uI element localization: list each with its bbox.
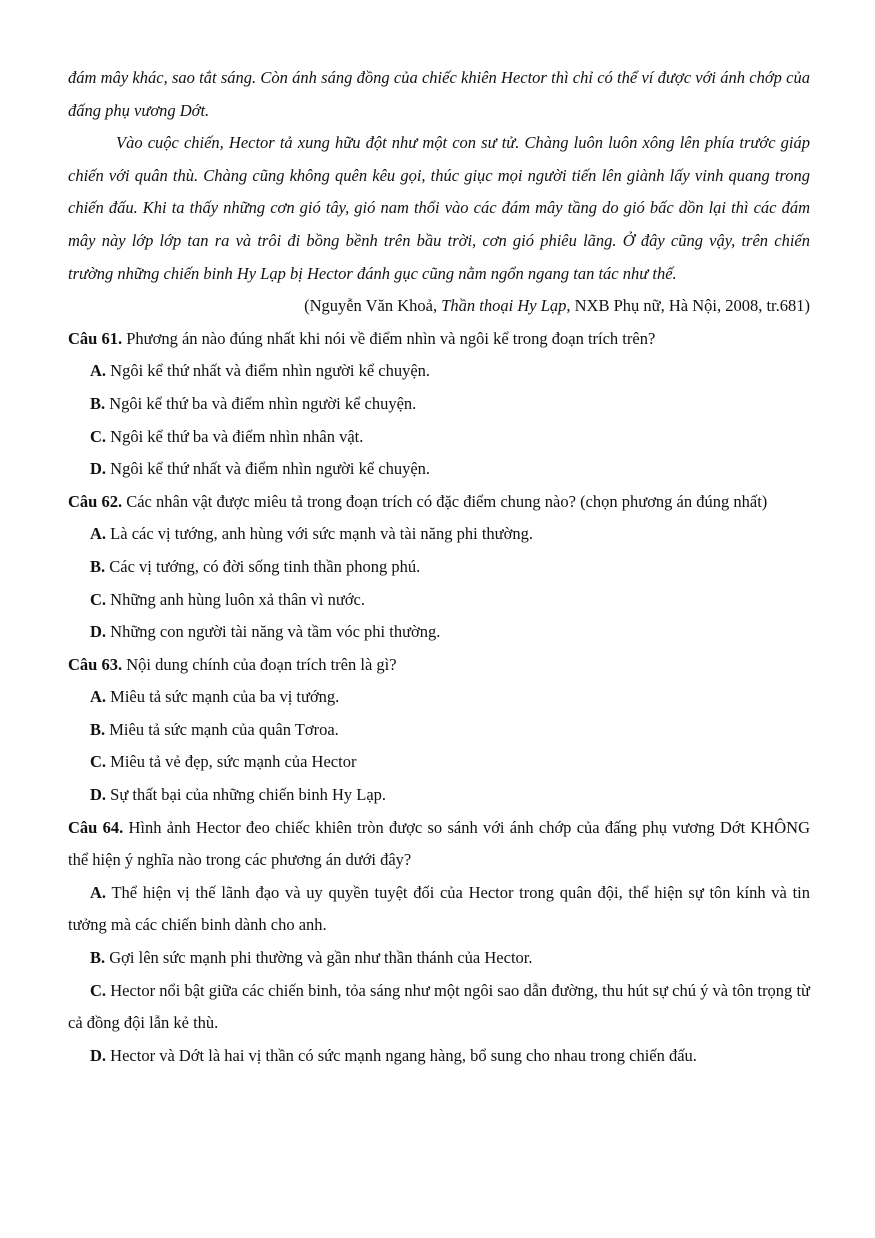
option-62-c [68, 584, 810, 617]
option-letter: C. [90, 589, 107, 609]
option-63-a [68, 681, 810, 714]
option-letter: B. [90, 556, 106, 576]
question-63 [68, 649, 810, 682]
citation-author: (Nguyễn Văn Khoả, [304, 296, 442, 316]
option-text: Ngôi kể thứ nhất và điểm nhìn người kể chuyện. [106, 361, 431, 381]
question-64 [68, 812, 810, 877]
option-text: Những con người tài năng và tầm vóc phi thường. [106, 622, 441, 642]
option-letter: C. [90, 752, 107, 772]
option-letter: C. [90, 980, 107, 1000]
option-text: Ngôi kể thứ ba và điểm nhìn người kể chuyện. [105, 393, 417, 413]
citation-publisher: , NXB Phụ nữ, Hà Nội, 2008, tr.681) [566, 296, 810, 316]
question-text: Phương án nào đúng nhất khi nói về điểm nhìn và ngôi kể trong đoạn trích trên? [122, 328, 656, 348]
option-text: Ngôi kể thứ ba và điểm nhìn nhân vật. [106, 426, 364, 446]
option-64-a [68, 877, 810, 942]
option-63-c [68, 746, 810, 779]
passage-paragraph-2: Vào cuộc chiến, Hector tả xung hữu đột như một con sư tử. Chàng luôn luôn xông lên phía trước giáp chiến với quân thù. Chàng cũng không quên kêu gọi, thúc giục mọi người tiến lên giành lấy vinh quang trong chiến đấu. Khi ta thấy những cơn gió tây, gió nam thổi vào các đám mây tầng do gió bấc dồn lại thì các đám mây này lớp lớp tan ra và trôi đi bồng bềnh trên bầu trời, cơn gió phiêu lãng. Ở đây cũng vậy, trên chiến trường những chiến binh Hy Lạp bị Hector đánh gục cũng nằm ngổn ngang tan tác như thế. [68, 133, 810, 283]
option-62-a [68, 518, 810, 551]
question-label: Câu 61. [68, 328, 123, 348]
option-63-d [68, 779, 810, 812]
option-letter: C. [90, 426, 107, 446]
question-text: Nội dung chính của đoạn trích trên là gì? [122, 654, 397, 674]
question-label: Câu 64. [68, 817, 124, 837]
option-text: Hector nổi bật giữa các chiến binh, tỏa sáng như một ngôi sao dẫn đường, thu hút sự chú ý và tôn trọng từ cả đồng đội lẫn kẻ thù. [68, 980, 810, 1033]
option-text: Miêu tả sức mạnh của ba vị tướng. [106, 687, 340, 707]
option-64-b [68, 942, 810, 975]
question-62 [68, 486, 810, 519]
question-label: Câu 63. [68, 654, 123, 674]
option-63-b [68, 714, 810, 747]
option-letter: D. [90, 622, 107, 642]
option-letter: A. [90, 524, 107, 544]
option-62-d [68, 616, 810, 649]
option-text: Những anh hùng luôn xả thân vì nước. [106, 589, 365, 609]
question-text: Hình ảnh Hector đeo chiếc khiên tròn được so sánh với ánh chớp của đấng phụ vương Dớt KHÔNG thể hiện ý nghĩa nào trong các phương án dưới đây? [68, 817, 810, 870]
question-61 [68, 323, 810, 356]
option-letter: A. [90, 361, 107, 381]
citation-title: Thần thoại Hy Lạp [441, 296, 567, 316]
option-letter: A. [90, 882, 107, 902]
option-61-c [68, 421, 810, 454]
option-text: Miêu tả sức mạnh của quân Tơroa. [105, 719, 339, 739]
option-64-d [68, 1040, 810, 1073]
option-letter: D. [90, 785, 107, 805]
passage-paragraph-1: đám mây khác, sao tắt sáng. Còn ánh sáng đồng của chiếc khiên Hector thì chỉ có thể ví được với ánh chớp của đấng phụ vương Dớt. [68, 68, 810, 120]
option-64-c [68, 975, 810, 1040]
option-61-d [68, 453, 810, 486]
option-letter: D. [90, 459, 107, 479]
option-letter: A. [90, 687, 107, 707]
option-text: Là các vị tướng, anh hùng với sức mạnh và tài năng phi thường. [106, 524, 533, 544]
question-label: Câu 62. [68, 491, 123, 511]
option-letter: B. [90, 393, 106, 413]
option-letter: B. [90, 719, 106, 739]
option-text: Hector và Dớt là hai vị thần có sức mạnh ngang hàng, bổ sung cho nhau trong chiến đấu. [106, 1045, 697, 1065]
option-62-b [68, 551, 810, 584]
option-text: Thể hiện vị thế lãnh đạo và uy quyền tuyệt đối của Hector trong quân đội, thể hiện sự tôn kính và tin tưởng mà các chiến binh dành cho anh. [68, 882, 810, 935]
option-text: Miêu tả vẻ đẹp, sức mạnh của Hector [106, 752, 357, 772]
option-letter: B. [90, 948, 106, 968]
option-text: Các vị tướng, có đời sống tinh thần phong phú. [105, 556, 421, 576]
option-text: Gợi lên sức mạnh phi thường và gần như thần thánh của Hector. [105, 948, 533, 968]
option-text: Sự thất bại của những chiến binh Hy Lạp. [106, 785, 387, 805]
question-text: Các nhân vật được miêu tả trong đoạn trích có đặc điểm chung nào? (chọn phương án đúng nhất) [122, 491, 768, 511]
option-61-a [68, 355, 810, 388]
option-letter: D. [90, 1045, 107, 1065]
page-content [68, 62, 810, 1072]
option-61-b [68, 388, 810, 421]
option-text: Ngôi kể thứ nhất và điểm nhìn người kể chuyện. [106, 459, 431, 479]
source-citation [68, 290, 810, 323]
